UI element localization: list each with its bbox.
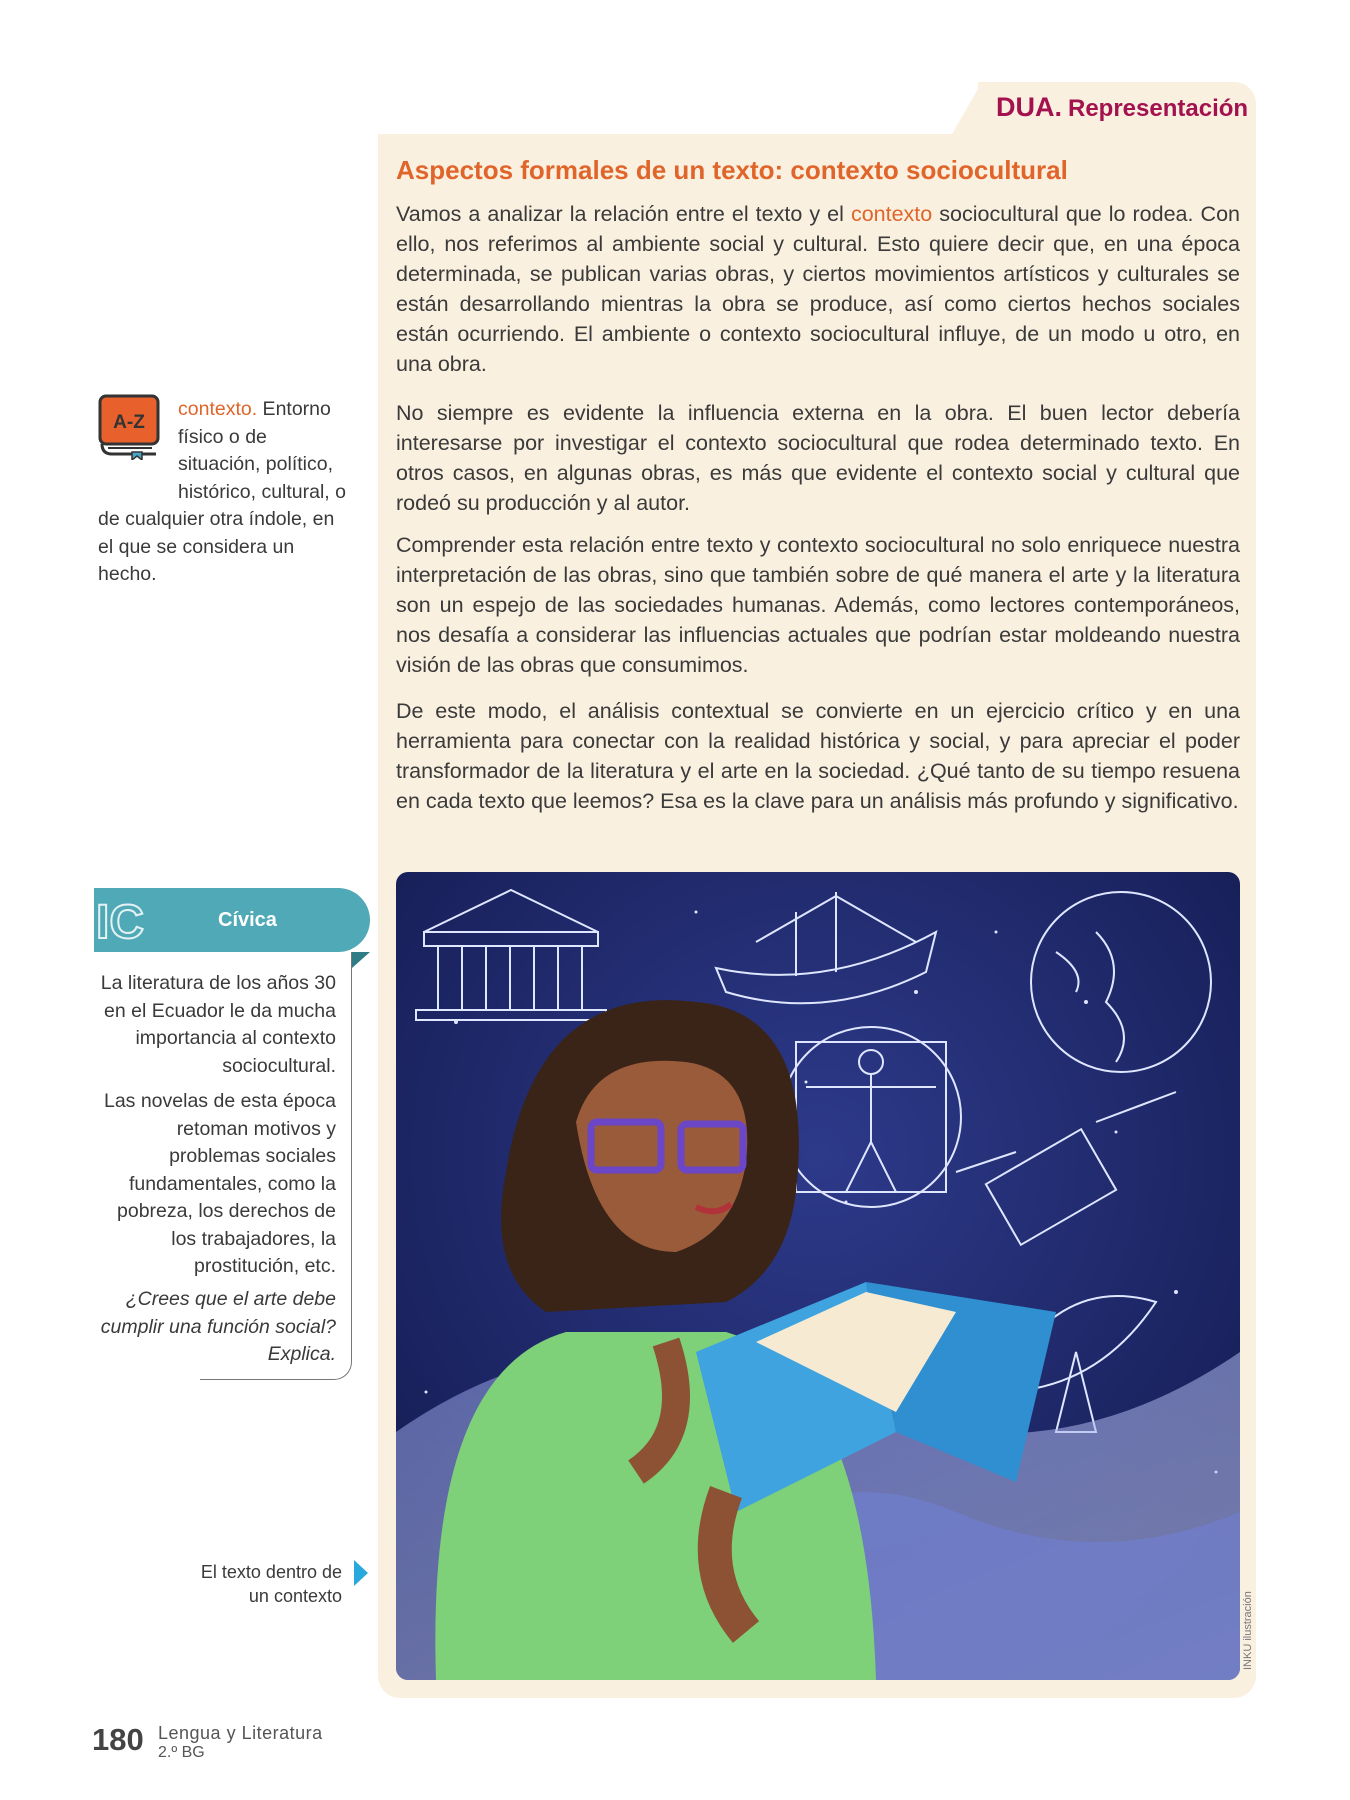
- dictionary-icon-label: A-Z: [113, 412, 145, 433]
- footer-subject: Lengua y Literatura: [158, 1723, 323, 1743]
- footer-grade: 2.º BG: [158, 1744, 205, 1761]
- side-caption: El texto dentro de un contexto: [200, 1562, 342, 1606]
- illustration-credit: INKU ilustración: [1242, 1591, 1254, 1670]
- paragraph-4: De este modo, el análisis contextual se convierte en un ejercicio crítico y en una herramienta para conectar con la realidad histórica y social, y para apreciar el poder transformador de la literatura y el arte en la sociedad. ¿Qué tanto de su tiempo resuena en cada texto que leemos? Esa es la clave para un análisis más profundo y significativo.: [396, 699, 1240, 813]
- p1-after: sociocultural que lo rodea. Con ello, nos referimos al ambiente social y cultural. Esto quiere decir que, en una época determinada, se publican varias obras, y ciertos movimientos artísticos y culturales se están desarrollando mientras la obra se produce, así como ciertos hechos sociales están ocurriendo. El ambiente o contexto sociocultural influye, de un modo u otro, en una obra.: [396, 202, 1240, 376]
- dua-strong: DUA.: [996, 92, 1062, 122]
- civica-title: Cívica: [218, 909, 277, 931]
- civica-tab-fold: [352, 952, 370, 968]
- glossary-definition: Entorno físico o de situación, político, histórico, cultural, o de cualquier otra índole, en el que se considera un hecho.: [98, 398, 346, 585]
- section-title: Aspectos formales de un texto: contexto sociocultural: [396, 155, 1068, 185]
- page-number: 180: [92, 1722, 144, 1757]
- civica-question: ¿Crees que el arte debe cumplir una función social? Explica.: [100, 1288, 336, 1365]
- paragraph-3: Comprender esta relación entre texto y contexto sociocultural no solo enriquece nuestra interpretación de las obras, sino que también sobre de qué manera el arte y la literatura son un espejo de las sociedades humanas. Además, como lectores contemporáneos, nos desafía a considerar las influencias actuales que podrían estar moldeando nuestra visión de las obras que consumimos.: [396, 533, 1240, 677]
- arrow-right-icon: [352, 1560, 368, 1586]
- civica-logo-letters: IC: [96, 896, 144, 946]
- dua-representation: Representación: [1068, 95, 1249, 122]
- dua-label: [996, 92, 1248, 123]
- civica-paragraph-1: La literatura de los años 30 en el Ecuador le da mucha importancia al contexto sociocultural.: [100, 972, 336, 1077]
- paragraph-1: [396, 199, 1240, 379]
- panel-corner-cut: [378, 82, 978, 134]
- dictionary-icon: [98, 394, 160, 460]
- glossary-term: contexto.: [178, 398, 258, 420]
- civica-logo-icon: [94, 894, 156, 946]
- illustration-girl-reading: [396, 872, 1240, 1680]
- p1-highlight-term: contexto: [850, 202, 933, 226]
- p1-before: Vamos a analizar la relación entre el texto y el: [396, 202, 851, 226]
- paragraph-2: No siempre es evidente la influencia externa en la obra. El buen lector debería interesarse por investigar el contexto sociocultural que rodea determinado texto. En otros casos, en algunas obras, es más que evidente el contexto social y cultural que rodeó su producción y al autor.: [396, 401, 1240, 515]
- civica-paragraph-2: Las novelas de esta época retoman motivos y problemas sociales fundamentales, como la pobreza, los derechos de los trabajadores, la prostitución, etc.: [103, 1090, 336, 1277]
